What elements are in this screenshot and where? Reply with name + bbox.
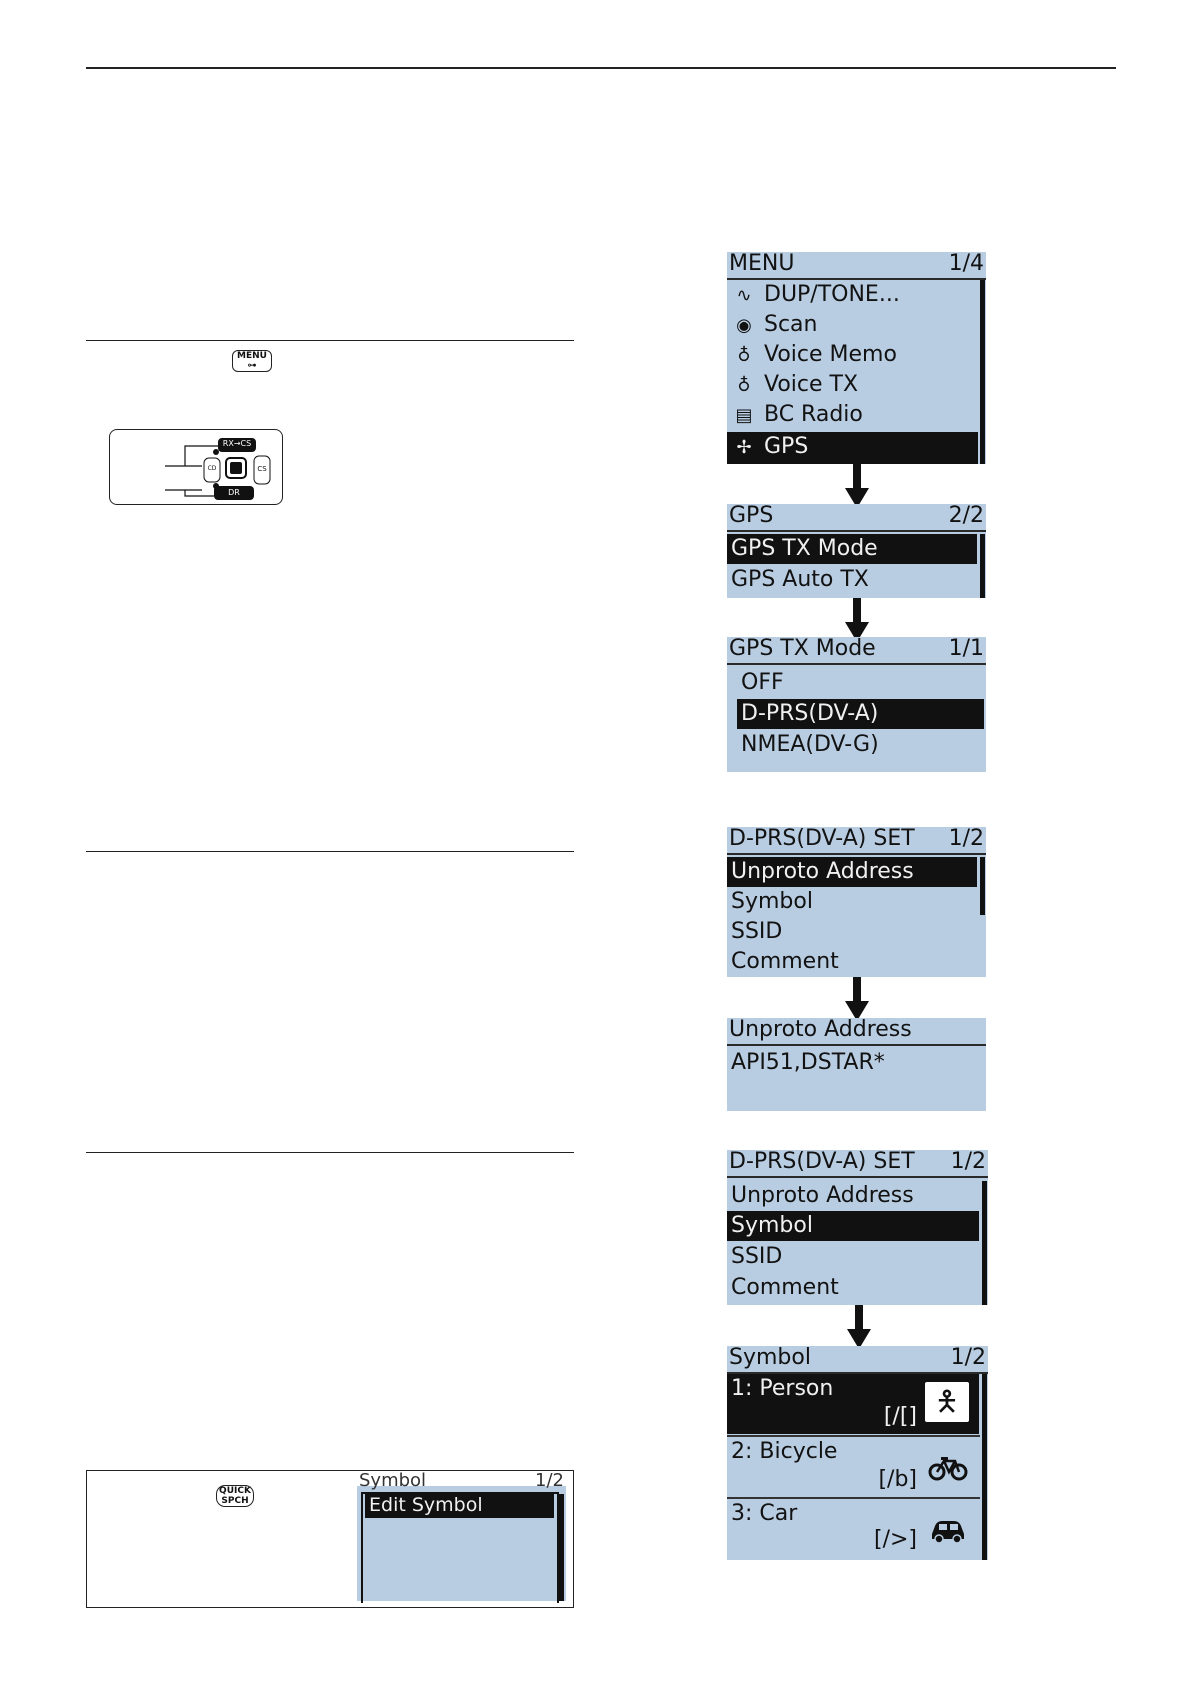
- menu-item-dup-tone[interactable]: [727, 280, 978, 310]
- scrollbar[interactable]: [980, 857, 985, 915]
- microphone-tx-icon: ♁: [737, 375, 751, 396]
- menu-item-label: Unproto Address: [731, 859, 914, 884]
- dpad-up-label: RX→CS: [222, 439, 252, 448]
- menu-item-unproto-address[interactable]: [727, 1181, 979, 1211]
- scrollbar[interactable]: [982, 1374, 987, 1560]
- screen-title: Symbol: [359, 1470, 427, 1491]
- menu-item-ssid[interactable]: [727, 917, 977, 947]
- menu-item-symbol[interactable]: [727, 887, 977, 917]
- menu-item-unproto-address[interactable]: [727, 857, 977, 887]
- menu-item-label: Symbol: [731, 1213, 813, 1238]
- dprs-set-screen: [727, 827, 986, 977]
- menu-item-label: Symbol: [731, 889, 813, 914]
- symbol-code: [/>]: [873, 1527, 917, 1552]
- quick-key-icon: [216, 1485, 254, 1507]
- symbol-code: [/b]: [878, 1467, 917, 1492]
- menu-item-label: Comment: [731, 949, 839, 974]
- symbol-item-car[interactable]: [727, 1499, 979, 1559]
- address-text: API51,DSTAR*: [731, 1050, 885, 1075]
- symbol-label: 1: Person: [731, 1376, 834, 1401]
- menu-item-symbol[interactable]: [727, 1211, 979, 1241]
- menu-key-label: MENU: [237, 351, 267, 361]
- dpad-right-label: CS: [257, 465, 267, 473]
- section-rule-3: [86, 1152, 574, 1153]
- quick-key-label: QUICK: [219, 1486, 251, 1496]
- screen-title: GPS TX Mode: [729, 636, 876, 661]
- microphone-icon: ♁: [737, 345, 751, 366]
- section-rule-1: [86, 340, 574, 341]
- symbol-label: 3: Car: [731, 1501, 798, 1526]
- bicycle-icon: [929, 1453, 967, 1489]
- page-indicator: 1/2: [950, 1149, 986, 1174]
- unproto-address-value[interactable]: [727, 1048, 982, 1078]
- screen-header: [727, 504, 986, 532]
- edit-symbol-item[interactable]: [365, 1494, 554, 1518]
- quick-key-sublabel: SPCH: [221, 1496, 249, 1506]
- gps-screen: [727, 504, 986, 598]
- menu-item-gps[interactable]: [727, 432, 978, 464]
- menu-item-gps-auto-tx[interactable]: [727, 565, 977, 595]
- menu-item-label: Scan: [764, 312, 818, 337]
- menu-item-label: BC Radio: [764, 402, 863, 427]
- screen-header: [727, 1150, 988, 1178]
- menu-item-label: GPS TX Mode: [731, 536, 878, 561]
- menu-item-comment[interactable]: [727, 947, 977, 977]
- tone-icon: ∿: [736, 285, 752, 306]
- menu-item-label: SSID: [731, 919, 783, 944]
- symbol-item-person[interactable]: [727, 1374, 979, 1434]
- menu-item-label: GPS Auto TX: [731, 567, 869, 592]
- menu-item-comment[interactable]: [727, 1273, 979, 1303]
- menu-item-label: DUP/TONE...: [764, 282, 900, 307]
- menu-item-bc-radio[interactable]: [727, 400, 978, 430]
- menu-key-sublabel: ⊶: [247, 361, 257, 371]
- page-indicator: 1/1: [948, 636, 984, 661]
- option-label: NMEA(DV-G): [741, 732, 879, 757]
- screen-title: MENU: [729, 251, 795, 276]
- scrollbar[interactable]: [559, 1494, 564, 1601]
- top-rule: [86, 67, 1116, 69]
- menu-item-ssid[interactable]: [727, 1242, 979, 1272]
- screen-title: D-PRS(DV-A) SET: [729, 1149, 915, 1174]
- screen-header: [727, 637, 986, 665]
- screen-header: [727, 252, 986, 280]
- symbol-code: [/[]: [883, 1404, 917, 1429]
- menu-key-icon: [232, 350, 272, 372]
- symbol-item-bicycle[interactable]: [727, 1437, 979, 1497]
- menu-item-label: SSID: [731, 1244, 783, 1269]
- menu-item-label: GPS: [764, 434, 809, 459]
- menu-item-label: Voice Memo: [764, 342, 897, 367]
- page-indicator: 1/2: [535, 1470, 564, 1491]
- scrollbar[interactable]: [980, 280, 985, 464]
- unproto-address-screen: [727, 1018, 986, 1111]
- screen-title: Unproto Address: [729, 1017, 912, 1042]
- screen-title: Symbol: [729, 1345, 811, 1370]
- gps-tx-mode-screen: [727, 637, 986, 772]
- option-dprs-dv-a[interactable]: [737, 699, 984, 729]
- menu-item-label: Voice TX: [764, 372, 859, 397]
- person-icon: 🯅: [925, 1382, 969, 1422]
- screen-header: [727, 1346, 988, 1374]
- menu-item-voice-memo[interactable]: [727, 340, 978, 370]
- scrollbar[interactable]: [982, 1181, 987, 1305]
- page-indicator: 1/2: [950, 1345, 986, 1370]
- dpad-left-label: CD: [207, 465, 217, 472]
- symbol-screen: [727, 1346, 988, 1560]
- menu-item-scan[interactable]: [727, 310, 978, 340]
- menu-item-voice-tx[interactable]: [727, 370, 978, 400]
- section-rule-2: [86, 851, 574, 852]
- car-icon: [929, 1517, 967, 1552]
- menu-screen: [727, 252, 986, 464]
- option-off[interactable]: [737, 668, 984, 698]
- screen-title: GPS: [729, 503, 774, 528]
- option-nmea-dv-g[interactable]: [737, 730, 984, 760]
- satellite-icon: ✢: [736, 437, 752, 458]
- screen-header: [727, 1018, 986, 1046]
- scrollbar[interactable]: [980, 534, 985, 598]
- menu-item-gps-tx-mode[interactable]: [727, 534, 977, 564]
- edit-symbol-screen: [357, 1470, 566, 1601]
- binoculars-icon: ◉: [736, 315, 752, 336]
- page-indicator: 1/2: [948, 826, 984, 851]
- screen-header: [727, 827, 986, 855]
- radio-icon: ▤: [735, 405, 753, 426]
- dpad-down-label: DR: [228, 488, 240, 497]
- symbol-label: 2: Bicycle: [731, 1439, 838, 1464]
- menu-item-label: Comment: [731, 1275, 839, 1300]
- edit-symbol-label: Edit Symbol: [369, 1494, 483, 1516]
- page-indicator: 2/2: [948, 503, 984, 528]
- dprs-set-symbol-screen: [727, 1150, 988, 1305]
- option-label: OFF: [741, 670, 784, 695]
- page-indicator: 1/4: [948, 251, 984, 276]
- screen-title: D-PRS(DV-A) SET: [729, 826, 915, 851]
- option-label: D-PRS(DV-A): [741, 701, 879, 726]
- dpad-diagram: [109, 429, 283, 505]
- menu-item-label: Unproto Address: [731, 1183, 914, 1208]
